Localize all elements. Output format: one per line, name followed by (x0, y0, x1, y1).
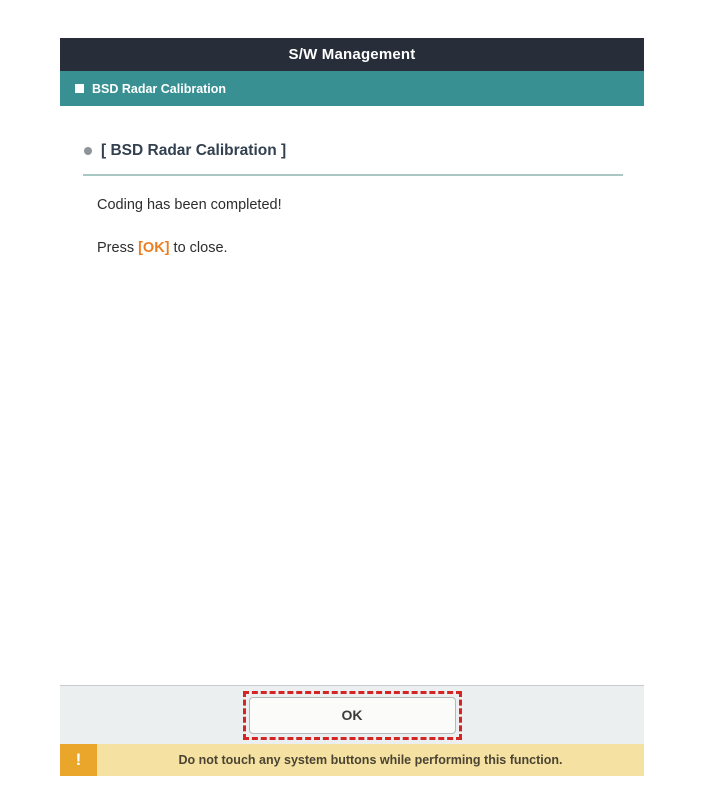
press-prefix-text: Press (97, 240, 139, 256)
warning-text: Do not touch any system buttons while performing this function. (97, 744, 644, 776)
press-suffix-text: to close. (169, 240, 228, 256)
press-ok-message (97, 240, 644, 256)
footer-button-strip (60, 685, 644, 744)
square-bullet-icon (75, 84, 84, 93)
content-area (60, 106, 644, 685)
completion-message: Coding has been completed! (97, 197, 282, 213)
dot-bullet-icon (84, 147, 92, 155)
sw-management-panel (60, 38, 644, 776)
page-title: S/W Management (288, 46, 416, 63)
section-title: [ BSD Radar Calibration ] (101, 142, 287, 159)
ok-button-highlight (243, 691, 462, 740)
ok-button[interactable]: OK (249, 697, 456, 734)
function-subheader (60, 71, 644, 106)
window-title-bar (60, 38, 644, 71)
section-heading (60, 106, 644, 160)
ok-inline-text: [OK] (138, 240, 170, 256)
subheader-label: BSD Radar Calibration (92, 81, 227, 96)
warning-exclamation-icon: ! (60, 744, 97, 776)
warning-bar (60, 744, 644, 776)
section-divider (83, 174, 623, 176)
